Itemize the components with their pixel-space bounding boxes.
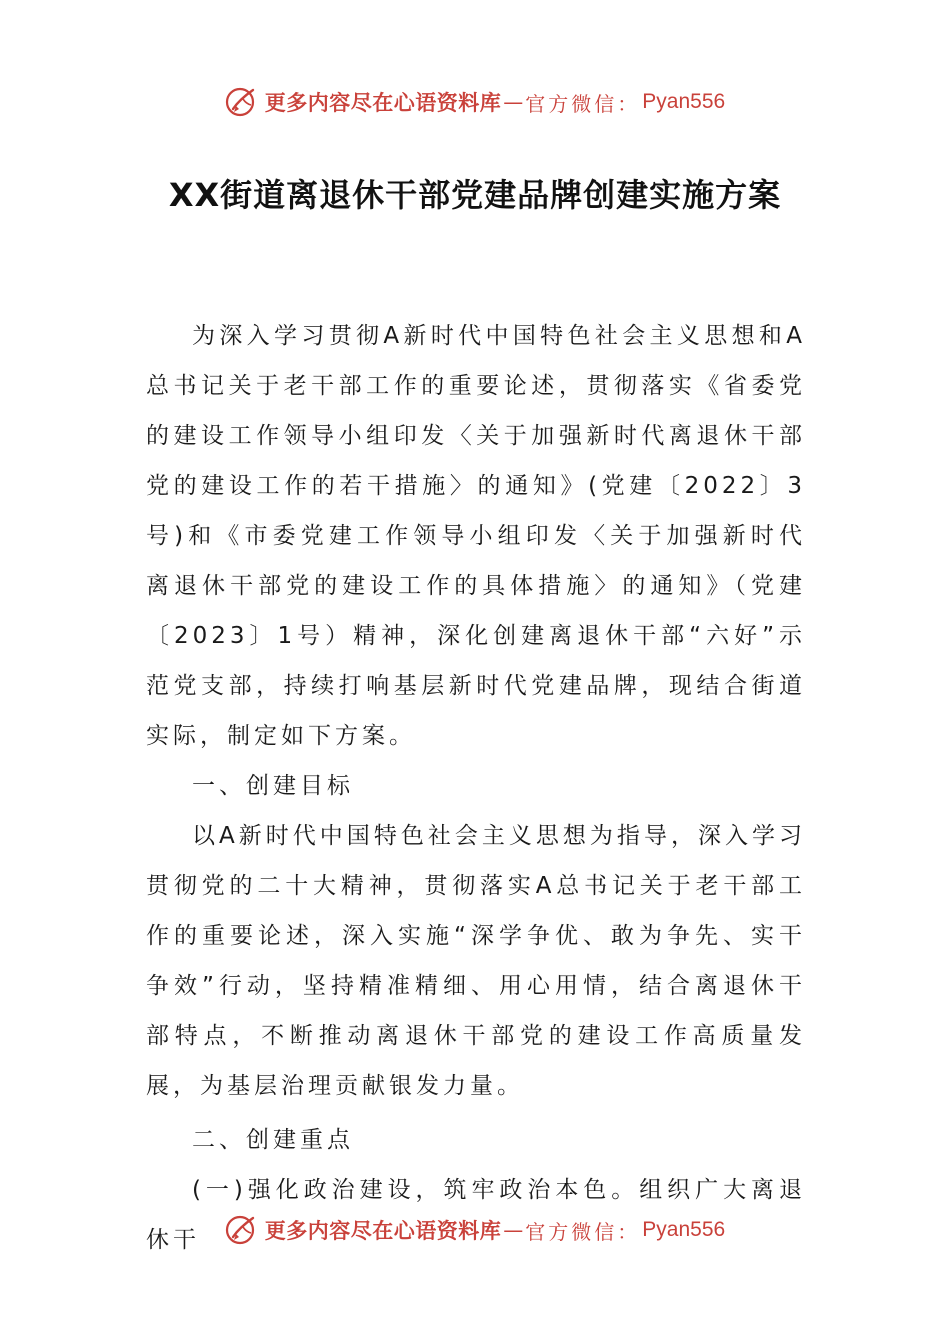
pen-logo-icon [225,1213,259,1247]
banner-wechat-label: 官方微信： [525,91,641,116]
banner-wechat-id: Pyan556 [642,90,726,113]
banner-brand-text: 更多内容尽在心语资料库 [264,90,502,115]
paragraph-goal: 以A新时代中国特色社会主义思想为指导，深入学习贯彻党的二十大精神，贯彻落实A总书记关于老干部工作的重要论述，深入实施“深学争优、敢为争先、实干争效”行动，坚持精准精细、用心用情，结合离退休干部特点，不断推动离退休干部党的建设工作高质量发展，为基层治理贡献银发力量。 [146,823,806,1099]
heading-goal: 一、创建目标 [192,773,354,799]
header-watermark-banner [0,82,950,122]
document-title: XX街道离退休干部党建品牌创建实施方案 [168,176,782,214]
footer-watermark-banner [0,1210,950,1250]
banner-dash: — [503,90,524,114]
pen-logo-icon [225,85,259,119]
document-body [146,311,806,1265]
banner-wechat-label: 官方微信： [525,1219,641,1244]
banner-wechat-id: Pyan556 [642,1218,726,1241]
paragraph-focus-1: (一)强化政治建设，筑牢政治本色。组织广大离退休干 [146,1177,806,1253]
heading-focus: 二、创建重点 [192,1127,354,1153]
banner-dash: — [503,1218,524,1242]
paragraph-intro: 为深入学习贯彻A新时代中国特色社会主义思想和A总书记关于老干部工作的重要论述，贯彻落实《省委党的建设工作领导小组印发〈关于加强新时代离退休干部党的建设工作的若干措施〉的通知》(党建〔2022〕3号)和《市委党建工作领导小组印发〈关于加强新时代离退休干部党的建设工作的具体措施〉的通知》（党建〔2023〕1号）精神，深化创建离退休干部“六好”示范党支部，持续打响基层新时代党建品牌，现结合街道实际，制定如下方案。 [146,323,806,749]
banner-brand-text: 更多内容尽在心语资料库 [264,1218,502,1243]
